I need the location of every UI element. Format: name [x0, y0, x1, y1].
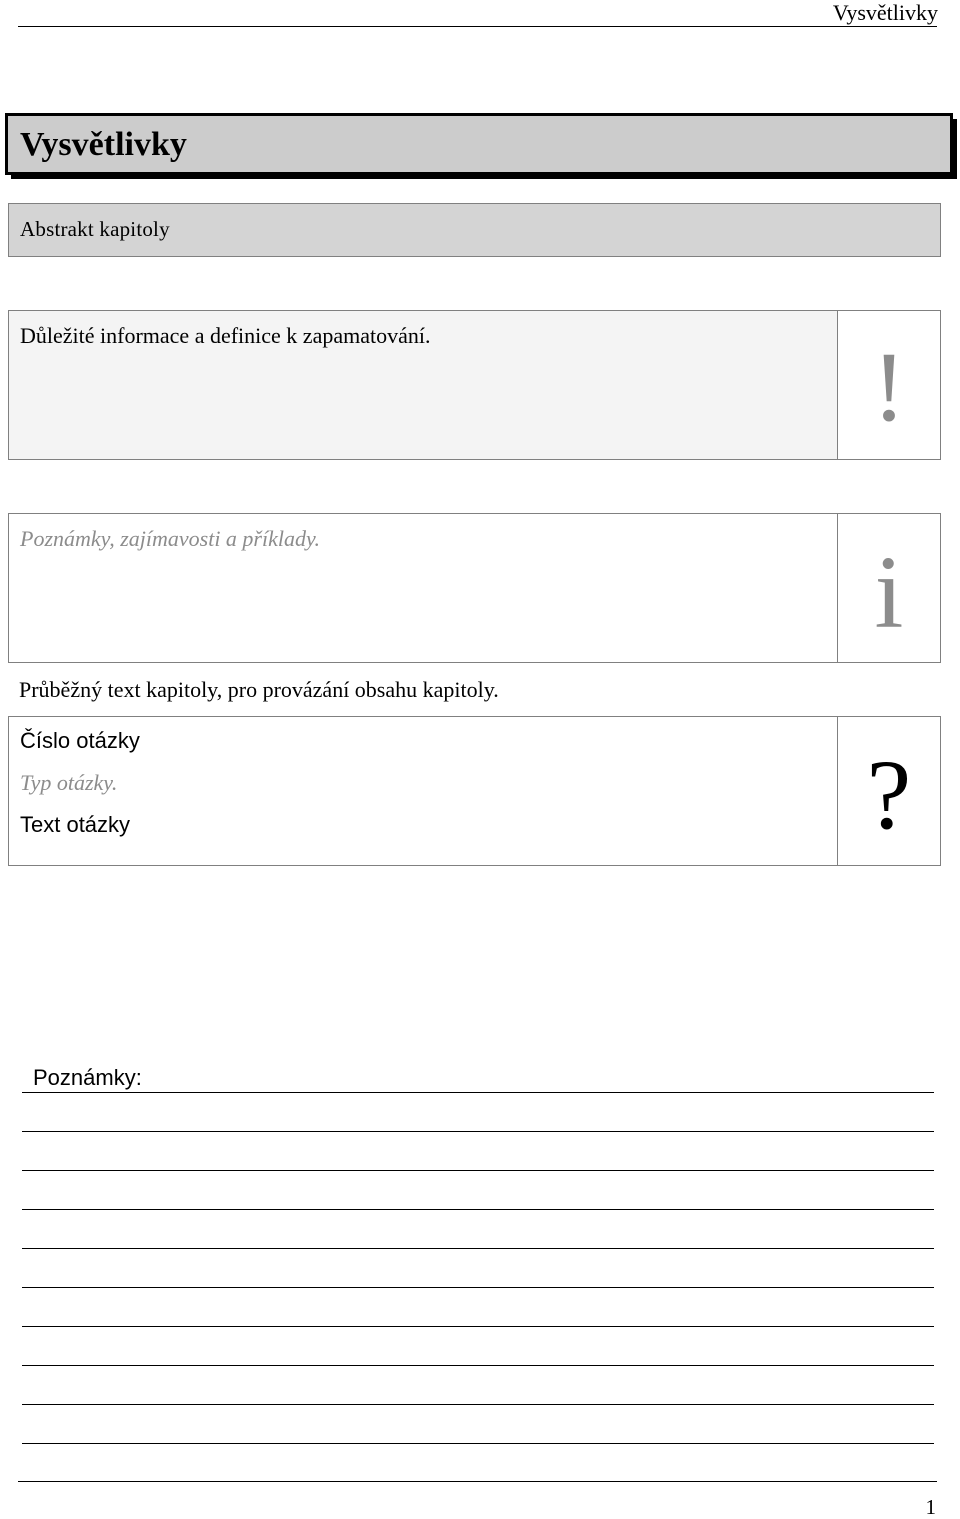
notes-line [22, 1248, 934, 1249]
running-header [0, 0, 960, 30]
notes-line [22, 1404, 934, 1405]
important-box [8, 310, 941, 460]
question-text: Text otázky [20, 812, 131, 837]
exclamation-icon: ! [872, 331, 906, 442]
notes-label: Poznámky: [33, 1065, 142, 1090]
note-box [8, 513, 941, 663]
notes-line [22, 1287, 934, 1288]
notes-line [22, 1131, 934, 1132]
running-text: Průběžný text kapitoly, pro provázání obsahu kapitoly. [19, 677, 499, 702]
note-icon-cell [838, 514, 940, 662]
question-box [8, 716, 941, 866]
important-content [9, 311, 838, 459]
important-icon-cell [838, 311, 940, 459]
info-icon: i [874, 535, 904, 650]
running-header-title: Vysvětlivky [832, 0, 938, 25]
question-number: Číslo otázky [20, 728, 140, 753]
question-icon-cell [838, 717, 940, 865]
notes-line [22, 1365, 934, 1366]
notes-line [22, 1326, 934, 1327]
question-content [9, 717, 838, 865]
question-type: Typ otázky. [20, 770, 118, 795]
chapter-title-box [5, 113, 953, 175]
notes-line [22, 1209, 934, 1210]
note-content [9, 514, 838, 662]
page-number: 1 [925, 1495, 936, 1519]
notes-line [22, 1092, 934, 1093]
footer-rule [18, 1481, 937, 1482]
question-mark-icon: ? [866, 739, 912, 850]
header-rule [18, 26, 937, 27]
chapter-title: Vysvětlivky [20, 126, 187, 163]
abstract-text: Abstrakt kapitoly [20, 217, 170, 241]
abstract-box [8, 203, 941, 257]
notes-line [22, 1170, 934, 1171]
important-text: Důležité informace a definice k zapamatování. [20, 323, 431, 348]
notes-line [22, 1443, 934, 1444]
note-text: Poznámky, zajímavosti a příklady. [20, 526, 321, 551]
